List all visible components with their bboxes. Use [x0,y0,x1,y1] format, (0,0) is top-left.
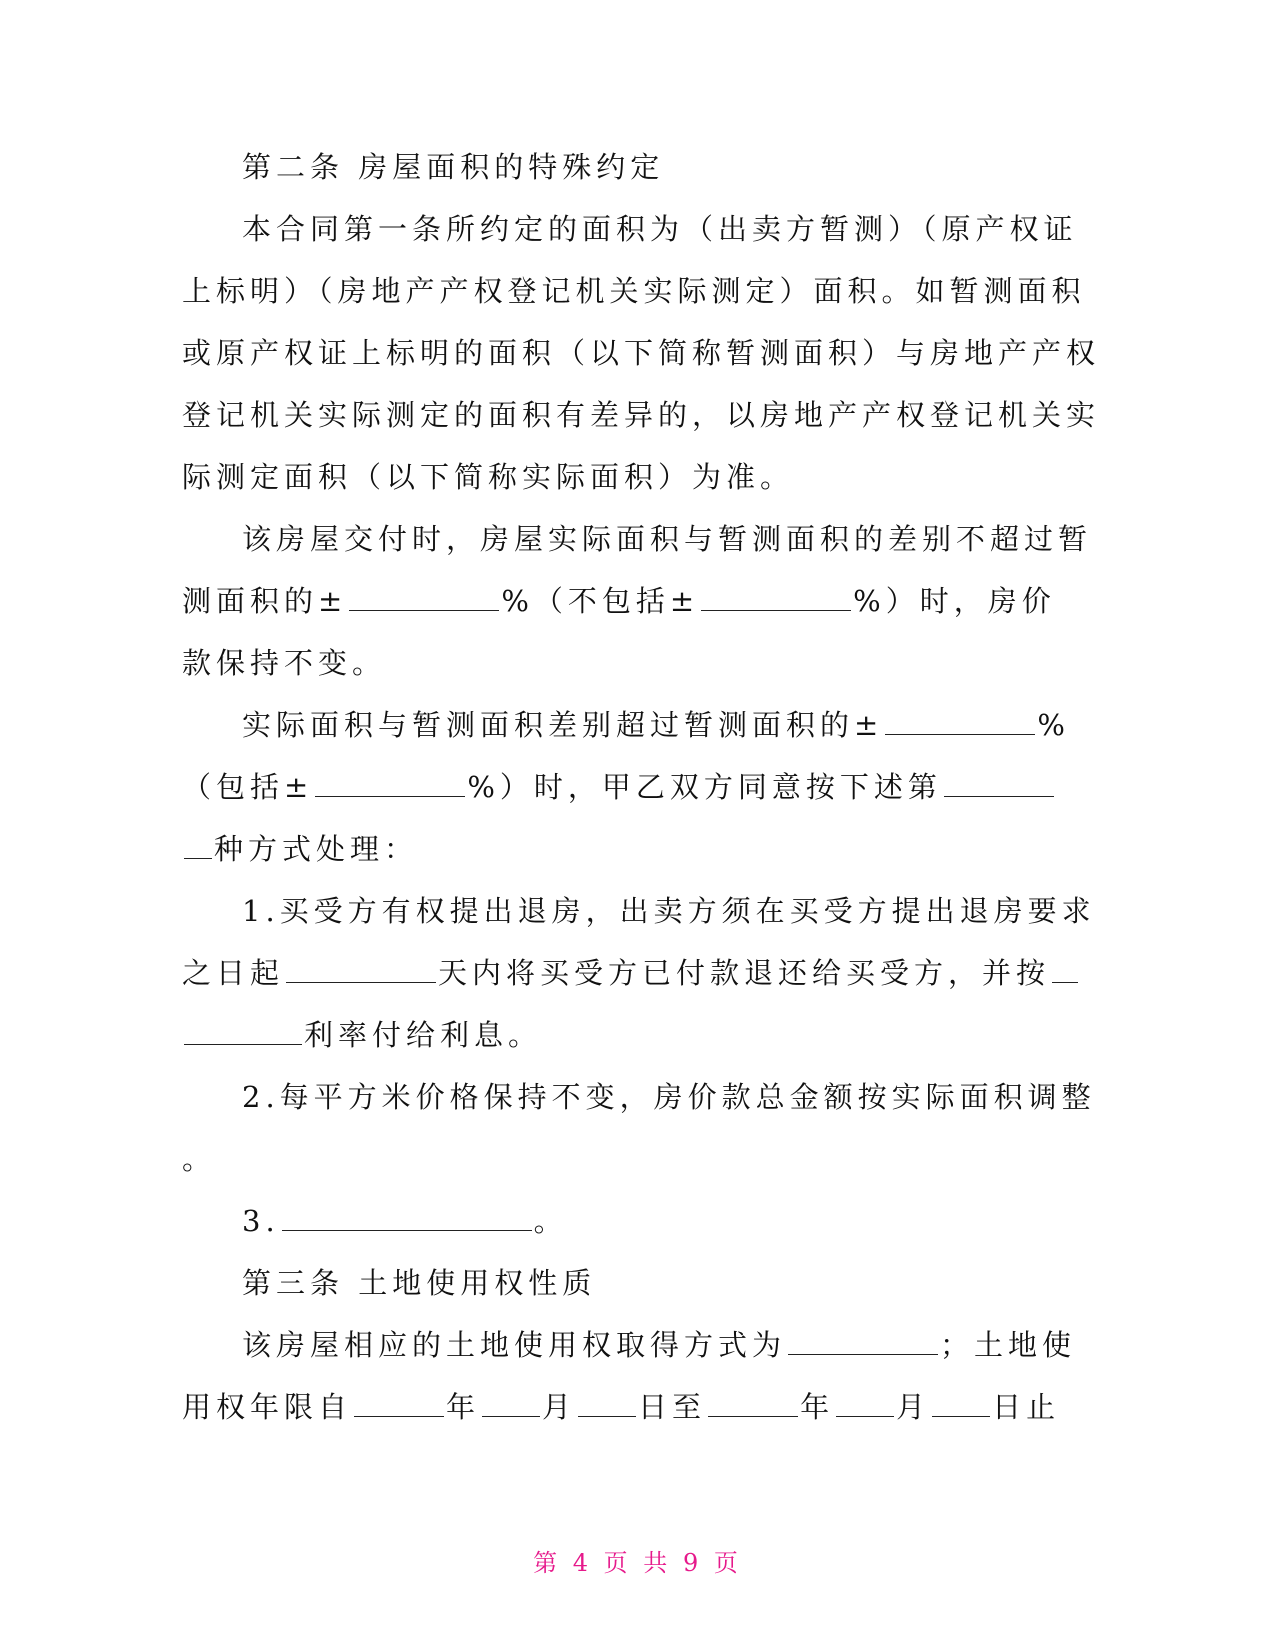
paragraph-line [182,1066,1102,1128]
text-segment: 该房屋相应的土地使用权取得方式为 [242,1328,787,1362]
text-segment: 用权年限自 [182,1390,353,1424]
paragraph-line [182,756,1042,818]
fill-blank[interactable] [578,1392,636,1417]
fill-blank[interactable] [354,1392,444,1417]
page-number-label: 第 4 页 共 9 页 [533,1549,742,1577]
fill-blank[interactable] [184,1020,302,1045]
paragraph-line [182,942,1051,1004]
paragraph-line [182,446,1042,508]
fill-blank[interactable] [885,710,1035,735]
article-heading [182,1252,1102,1314]
paragraph-line [182,694,1102,756]
text-segment: 年 [800,1390,835,1424]
fill-blank[interactable] [282,1206,532,1231]
paragraph-line [182,508,1102,570]
text-segment: 月 [542,1390,577,1424]
text-segment: %）时，甲乙双方同意按下述第 [467,770,942,804]
paragraph-line [182,1190,1102,1252]
fill-blank[interactable] [184,834,212,859]
paragraph-line [182,1004,1042,1066]
text-segment: 种方式处理： [214,832,419,866]
text-segment: 日至 [638,1390,707,1424]
text-segment: 之日起 [182,956,285,990]
text-segment: 月 [896,1390,931,1424]
paragraph-line [182,818,1042,880]
fill-blank[interactable] [944,772,1054,797]
text-segment: 。 [533,1204,568,1238]
fill-blank[interactable] [788,1330,938,1355]
fill-blank[interactable] [932,1392,990,1417]
text-segment: 本合同第一条所约定的面积为（出卖方暂测）（原产权证 [242,212,1078,246]
text-segment: 第二条 房屋面积的特殊约定 [242,150,665,184]
paragraph-line [182,1128,1042,1190]
fill-blank[interactable] [708,1392,798,1417]
article-heading [182,136,1102,198]
text-segment: 或原产权证上标明的面积（以下简称暂测面积）与房地产产权 [182,336,1101,370]
fill-blank[interactable] [349,586,499,611]
text-segment: %（不包括± [501,584,700,618]
text-segment: 日止 [992,1390,1061,1424]
paragraph-line [182,1376,1061,1438]
fill-blank[interactable] [482,1392,540,1417]
paragraph-line [182,632,1042,694]
text-segment: 实际面积与暂测面积差别超过暂测面积的± [242,708,884,742]
paragraph-line [182,198,1102,260]
text-segment: 。 [182,1142,217,1176]
fill-blank[interactable] [286,958,436,983]
paragraph-line [182,570,1056,632]
text-segment: 该房屋交付时，房屋实际面积与暂测面积的差别不超过暂 [242,522,1093,556]
text-segment: 款保持不变。 [182,646,387,680]
text-segment: 际测定面积（以下简称实际面积）为准。 [182,460,795,494]
text-segment: 测面积的± [182,584,348,618]
text-segment: % [1037,708,1070,742]
fill-blank[interactable] [1052,958,1078,983]
paragraph-line [182,322,1101,384]
fill-blank[interactable] [315,772,465,797]
fill-blank[interactable] [701,586,851,611]
text-segment: （包括± [182,770,314,804]
paragraph-line [182,1314,1102,1376]
paragraph-line [182,260,1086,322]
text-segment: 第三条 土地使用权性质 [242,1266,597,1300]
text-segment: 上标明）（房地产产权登记机关实际测定）面积。如暂测面积 [182,274,1086,308]
text-segment: 年 [446,1390,481,1424]
text-segment: ；土地使 [940,1328,1077,1362]
paragraph-line [182,880,1102,942]
text-segment: 2.每平方米价格保持不变，房价款总金额按实际面积调整 [242,1080,1096,1114]
text-segment: 3. [242,1204,280,1238]
text-segment: 天内将买受方已付款退还给买受方，并按 [438,956,1051,990]
text-segment: 登记机关实际测定的面积有差异的，以房地产产权登记机关实 [182,398,1101,432]
text-segment: %）时，房价 [853,584,1056,618]
page-footer [0,1543,1275,1578]
text-segment: 1.买受方有权提出退房，出卖方须在买受方提出退房要求 [242,894,1096,928]
paragraph-line [182,384,1101,446]
text-segment: 利率付给利息。 [304,1018,543,1052]
fill-blank[interactable] [836,1392,894,1417]
